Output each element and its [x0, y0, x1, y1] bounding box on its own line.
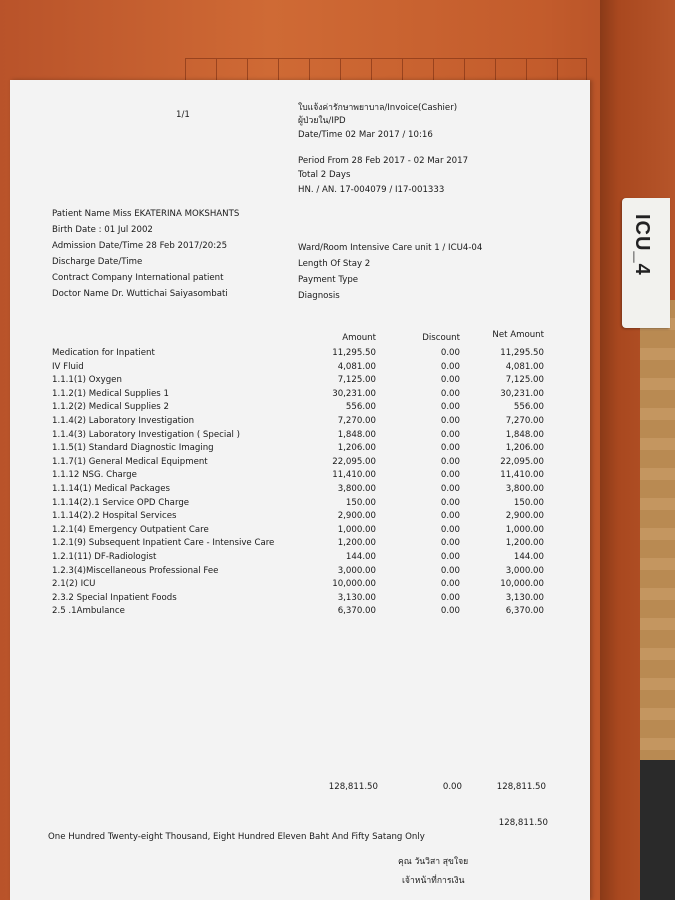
total-net: 128,811.50 — [496, 782, 546, 792]
item-discount: 0.00 — [440, 565, 460, 576]
diagnosis: Diagnosis — [298, 291, 340, 301]
header-discount: Discount — [422, 333, 460, 343]
discharge-datetime: Discharge Date/Time — [52, 257, 143, 267]
dark-corner — [640, 760, 675, 900]
item-amount: 1,200.00 — [337, 538, 376, 549]
payment-type: Payment Type — [298, 275, 359, 285]
item-amount: 6,370.00 — [337, 606, 376, 617]
item-net-amounts — [464, 347, 544, 619]
signature-name: คุณ วันวิสา สุขใจย — [398, 857, 469, 867]
item-description: 2.3.2 Special Inpatient Foods — [52, 592, 177, 603]
item-description: 1.2.1(4) Emergency Outpatient Care — [52, 524, 209, 535]
grand-total: 128,811.50 — [498, 818, 548, 828]
item-net-amount: 11,295.50 — [500, 348, 544, 358]
item-amount: 10,000.00 — [332, 579, 376, 590]
folder-grid-strip — [185, 58, 587, 81]
item-net-amount: 3,000.00 — [505, 565, 544, 576]
item-net-amount: 3,800.00 — [505, 483, 544, 494]
item-discount: 0.00 — [440, 415, 460, 426]
item-net-amount: 1,206.00 — [505, 443, 544, 454]
item-net-amount: 4,081.00 — [505, 361, 544, 372]
item-discount: 0.00 — [440, 524, 460, 535]
item-discount: 0.00 — [440, 443, 460, 454]
contract-company: Contract Company International patient — [52, 273, 224, 283]
item-description: 2.5 .1Ambulance — [52, 606, 125, 617]
item-net-amount: 3,130.00 — [505, 592, 544, 603]
total-discount: 0.00 — [442, 782, 462, 792]
item-description: 1.1.7(1) General Medical Equipment — [52, 456, 208, 467]
page-number: 1/1 — [176, 110, 190, 120]
item-description: 1.1.1(1) Oxygen — [52, 375, 122, 386]
item-discount: 0.00 — [440, 551, 460, 562]
signature-title: เจ้าหน้าที่การเงิน — [402, 876, 465, 886]
admission-datetime: Admission Date/Time 28 Feb 2017/20:25 — [52, 241, 228, 251]
item-amount: 11,410.00 — [332, 470, 376, 481]
item-discount: 0.00 — [440, 483, 460, 494]
item-discount: 0.00 — [440, 592, 460, 603]
hn-an: HN. / AN. 17-004079 / I17-001333 — [298, 185, 445, 195]
item-amount: 4,081.00 — [337, 361, 376, 372]
item-description: 1.1.14(2).2 Hospital Services — [52, 511, 177, 522]
item-discounts — [400, 347, 460, 619]
item-description: 2.1(2) ICU — [52, 579, 96, 590]
item-description: 1.1.4(3) Laboratory Investigation ( Special ) — [52, 429, 240, 440]
item-amount: 7,270.00 — [337, 415, 376, 426]
item-amounts — [296, 347, 376, 619]
total-in-words: One Hundred Twenty-eight Thousand, Eight Hundred Eleven Baht And Fifty Satang Only — [48, 832, 425, 842]
patient-name: Patient Name Miss EKATERINA MOKSHANTS — [52, 209, 240, 219]
item-description: IV Fluid — [52, 361, 84, 372]
item-description: 1.2.1(11) DF-Radiologist — [52, 551, 157, 562]
header-net-amount: Net Amount — [492, 330, 544, 340]
item-amount: 3,130.00 — [337, 592, 376, 603]
item-net-amount: 1,200.00 — [505, 538, 544, 549]
birth-date: Birth Date : 01 Jul 2002 — [52, 225, 153, 235]
period: Period From 28 Feb 2017 - 02 Mar 2017 — [298, 156, 469, 166]
item-amount: 3,800.00 — [337, 483, 376, 494]
item-description: 1.1.2(2) Medical Supplies 2 — [52, 402, 169, 413]
item-amount: 144.00 — [345, 551, 376, 562]
item-net-amount: 10,000.00 — [500, 579, 544, 590]
item-discount: 0.00 — [440, 375, 460, 386]
item-net-amount: 144.00 — [513, 551, 544, 562]
folder-tab-text: ICU_4 — [631, 214, 653, 276]
total-days: Total 2 Days — [298, 170, 351, 180]
doctor-name: Doctor Name Dr. Wuttichai Saiyasombati — [52, 289, 228, 299]
item-net-amount: 7,125.00 — [505, 375, 544, 386]
folder-tab-label — [622, 198, 670, 328]
item-description: 1.2.1(9) Subsequent Inpatient Care - Intensive Care — [52, 538, 275, 549]
item-discount: 0.00 — [440, 606, 460, 617]
item-discount: 0.00 — [440, 538, 460, 549]
item-net-amount: 1,000.00 — [505, 524, 544, 535]
item-amount: 1,000.00 — [337, 524, 376, 535]
item-description: 1.1.14(1) Medical Packages — [52, 483, 170, 494]
item-discount: 0.00 — [440, 470, 460, 481]
item-discount: 0.00 — [440, 456, 460, 467]
item-discount: 0.00 — [440, 348, 460, 358]
item-net-amount: 2,900.00 — [505, 511, 544, 522]
item-discount: 0.00 — [440, 361, 460, 372]
invoice-datetime: Date/Time 02 Mar 2017 / 10:16 — [298, 130, 433, 140]
item-net-amount: 7,270.00 — [505, 415, 544, 426]
wood-surface — [640, 300, 675, 760]
item-descriptions — [52, 347, 274, 619]
item-amount: 22,095.00 — [332, 456, 376, 467]
item-description: Medication for Inpatient — [52, 348, 155, 358]
item-net-amount: 6,370.00 — [505, 606, 544, 617]
invoice-subtitle: ผู้ป่วยใน/IPD — [298, 116, 346, 126]
item-amount: 11,295.50 — [332, 348, 376, 358]
ward-room: Ward/Room Intensive Care unit 1 / ICU4-04 — [298, 243, 483, 253]
item-net-amount: 1,848.00 — [505, 429, 544, 440]
item-discount: 0.00 — [440, 579, 460, 590]
item-amount: 1,206.00 — [337, 443, 376, 454]
item-net-amount: 22,095.00 — [500, 456, 544, 467]
item-discount: 0.00 — [440, 402, 460, 413]
item-amount: 7,125.00 — [337, 375, 376, 386]
item-net-amount: 150.00 — [513, 497, 544, 508]
item-discount: 0.00 — [440, 429, 460, 440]
item-discount: 0.00 — [440, 388, 460, 399]
item-amount: 30,231.00 — [332, 388, 376, 399]
item-amount: 150.00 — [345, 497, 376, 508]
total-amount: 128,811.50 — [328, 782, 378, 792]
length-of-stay: Length Of Stay 2 — [298, 259, 371, 269]
item-description: 1.1.2(1) Medical Supplies 1 — [52, 388, 169, 399]
item-amount: 3,000.00 — [337, 565, 376, 576]
item-amount: 1,848.00 — [337, 429, 376, 440]
item-description: 1.1.4(2) Laboratory Investigation — [52, 415, 195, 426]
item-net-amount: 30,231.00 — [500, 388, 544, 399]
item-discount: 0.00 — [440, 497, 460, 508]
item-amount: 556.00 — [345, 402, 376, 413]
item-net-amount: 556.00 — [513, 402, 544, 413]
item-description: 1.1.12 NSG. Charge — [52, 470, 137, 481]
item-description: 1.1.14(2).1 Service OPD Charge — [52, 497, 190, 508]
item-net-amount: 11,410.00 — [500, 470, 544, 481]
invoice-title: ใบแจ้งค่ารักษาพยาบาล/Invoice(Cashier) — [298, 103, 458, 113]
item-description: 1.1.5(1) Standard Diagnostic Imaging — [52, 443, 214, 454]
item-description: 1.2.3(4)Miscellaneous Professional Fee — [52, 565, 219, 576]
item-discount: 0.00 — [440, 511, 460, 522]
item-amount: 2,900.00 — [337, 511, 376, 522]
header-amount: Amount — [342, 333, 376, 343]
